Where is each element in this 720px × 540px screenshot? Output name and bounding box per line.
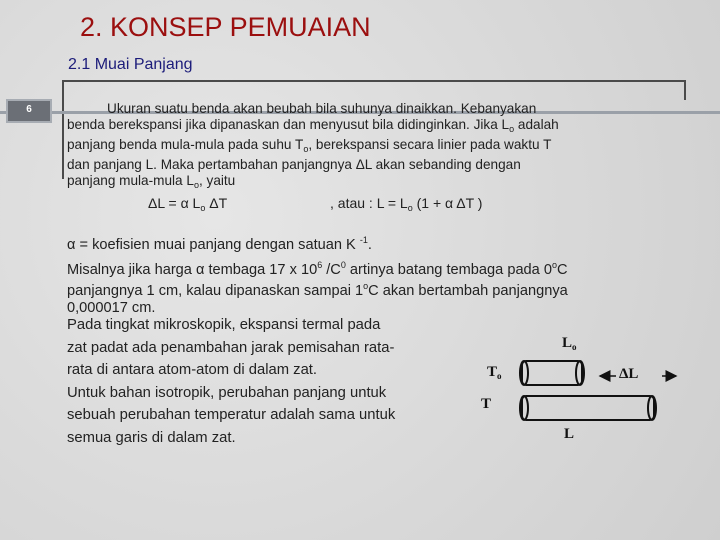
intro-line: panjang benda mula-mula pada suhu $T_o$, berekspansi secara linier pada waktu T [67, 137, 552, 154]
rod-expanded [520, 396, 656, 420]
example-line: 0,000017 cm. [67, 299, 156, 316]
microscopic-text [67, 314, 457, 449]
example-line: Misalnya jika harga α tembaga 17 x $10^6$ $/C^0$ artinya batang tembaga pada 0$^o$C [67, 259, 568, 278]
label-l: L [564, 426, 575, 442]
example-line: panjangnya 1 cm, kalau dipanaskan sampai 1$^o$C akan bertambah panjangnya [67, 281, 568, 299]
intro-paragraph [67, 101, 677, 193]
label-delta-l: ΔL [619, 366, 639, 382]
formula-expansion: ΔL = α $L_o$ ΔT [148, 195, 228, 213]
formula-length: , atau : $L = L_o$ (1 + α ΔT ) [330, 195, 483, 213]
text-line: semua garis di dalam zat. [67, 429, 236, 446]
label-lo: $L_o$ [562, 335, 577, 352]
slide-number-badge [6, 99, 52, 123]
section-subtitle: 2.1 Muai Panjang [68, 56, 193, 73]
text-line: sebuah perubahan temperatur adalah sama untuk [67, 407, 396, 423]
alpha-definition: α = koefisien muai panjang dengan satuan K $^{-1}$. [67, 235, 372, 253]
label-t: T [481, 396, 492, 412]
intro-line: Ukuran suatu benda akan beubah bila suhunya dinaikkan. Kebanyakan [107, 101, 537, 116]
text-line: zat padat ada penambahan jarak pemisahan rata- [67, 339, 395, 356]
rods-drawing [470, 330, 710, 450]
text-frame-edge [684, 80, 686, 100]
rod-original [520, 361, 584, 385]
body-text [67, 232, 667, 316]
intro-line: benda berekspansi jika dipanaskan dan menyusut bila didinginkan. Jika $L_o$ adalah [67, 117, 559, 134]
intro-line: panjang mula-mula $L_o$, yaitu [67, 173, 236, 190]
label-to: $T_o$ [487, 364, 502, 381]
text-line: Untuk bahan isotropik, perubahan panjang untuk [67, 384, 387, 401]
slide-number: 6 [26, 104, 32, 115]
intro-line: dan panjang L. Maka pertambahan panjangnya ΔL akan sebanding dengan [67, 157, 521, 172]
text-line: Pada tingkat mikroskopik, ekspansi termal pada [67, 317, 381, 333]
text-line: rata di antara atom-atom di dalam zat. [67, 362, 318, 378]
expansion-diagram [470, 330, 710, 450]
slide-title: 2. KONSEP PEMUAIAN [80, 12, 371, 42]
